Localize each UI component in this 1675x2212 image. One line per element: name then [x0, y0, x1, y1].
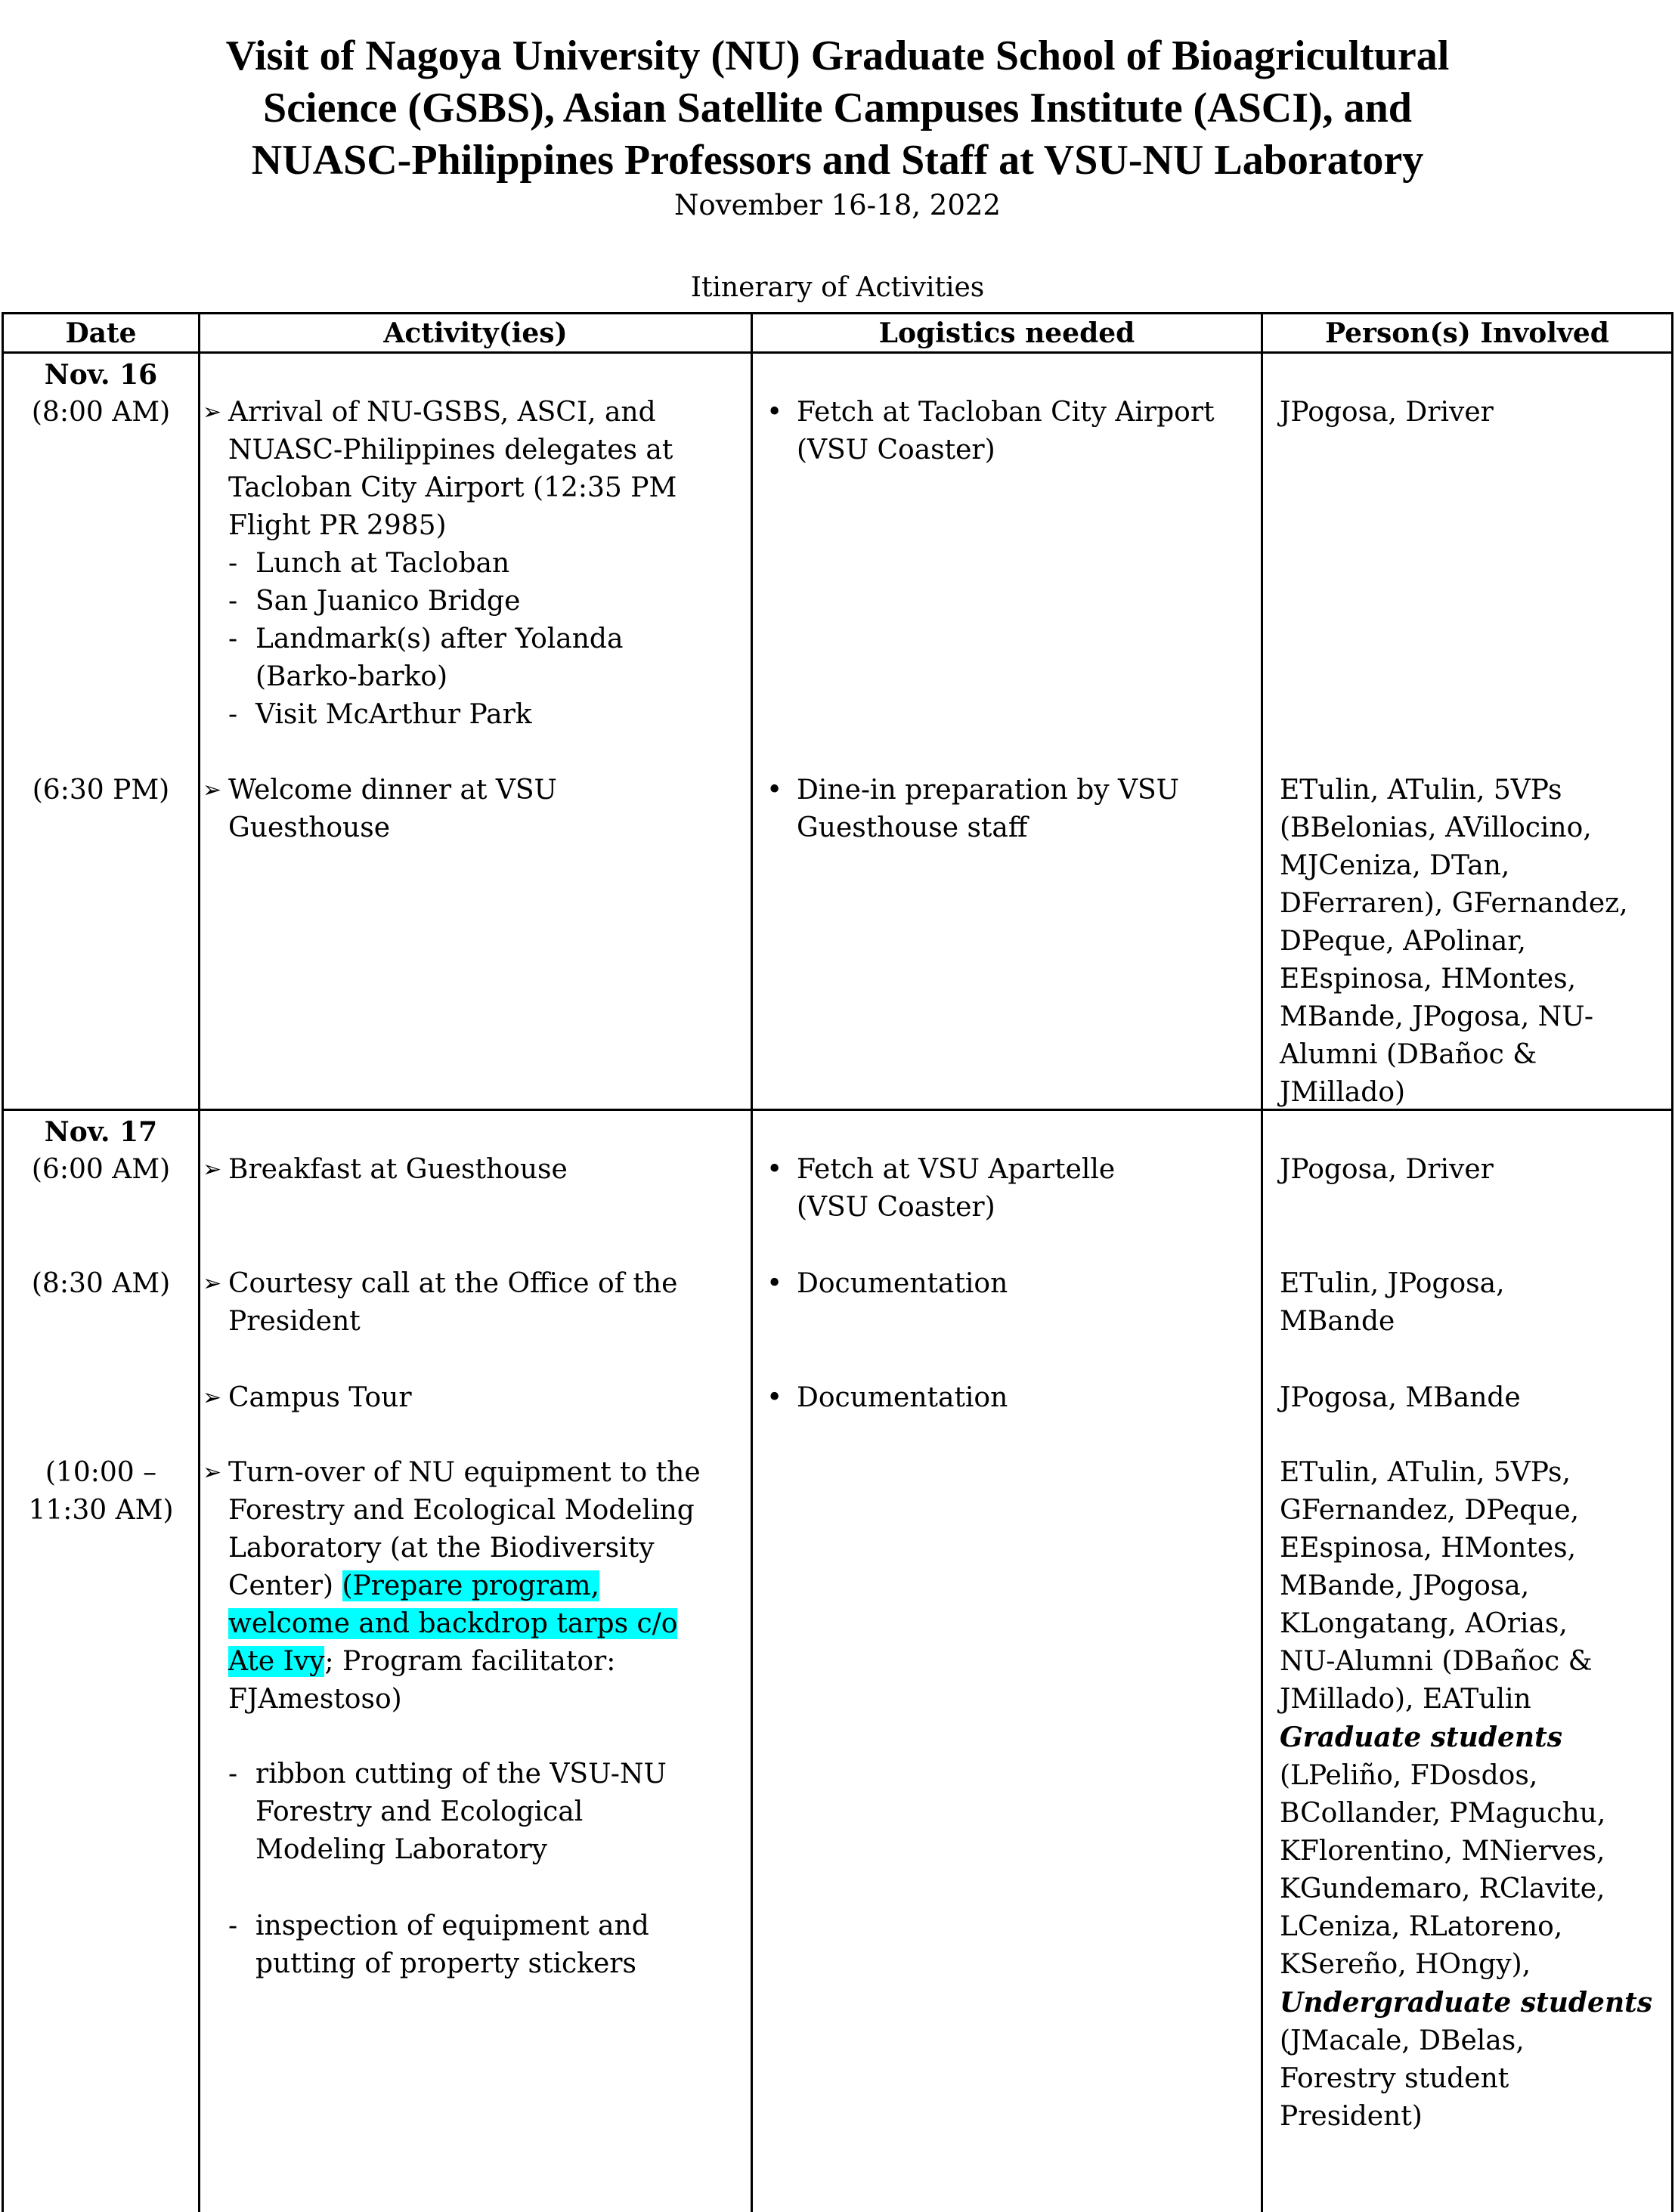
text-segment: (VSU Coaster) [797, 1192, 995, 1223]
sub-activity [255, 583, 520, 620]
text-line [1280, 1074, 1628, 1112]
text-line [228, 432, 677, 469]
time-cell: (6:30 PM) [32, 775, 170, 806]
text-line [3, 1492, 199, 1530]
text-segment: NUASC-Philippines delegates at [228, 435, 673, 466]
text-line [228, 1530, 701, 1567]
bullet-icon: • [766, 1154, 783, 1185]
time-cell: (8:00 AM) [31, 397, 171, 428]
text-line [255, 545, 509, 583]
text-segment: KGundemaro, RClavite, [1280, 1873, 1605, 1904]
text-segment: Courtesy call at the Office of the [228, 1268, 678, 1299]
text-segment: putting of property stickers [255, 1948, 636, 1979]
text-line [1280, 809, 1628, 847]
date-nov17: Nov. 17 [44, 1116, 158, 1148]
text-segment: Center) [228, 1570, 342, 1601]
table-caption: Itinerary of Activities [690, 272, 985, 303]
dash-icon: - [228, 699, 238, 730]
text-line [255, 583, 520, 620]
text-segment: ribbon cutting of the VSU-NU [255, 1759, 667, 1790]
text-segment: Turn-over of NU equipment to the [228, 1457, 701, 1488]
text-line [1280, 1492, 1652, 1530]
text-line [1280, 885, 1628, 923]
text-line [1280, 1757, 1652, 1795]
arrow-bullet-icon: ➢ [203, 1156, 222, 1183]
text-line [797, 394, 1215, 432]
dash-icon: - [228, 586, 238, 617]
text-segment: 11:30 AM) [28, 1495, 174, 1526]
text-line [797, 809, 1179, 847]
text-line [1280, 1454, 1652, 1492]
text-line [228, 1605, 701, 1643]
text-line [228, 809, 557, 847]
activity-item [228, 1454, 701, 1719]
text-segment: ETulin, ATulin, 5VPs, [1280, 1457, 1571, 1488]
text-line [1280, 1681, 1652, 1719]
text-segment: Fetch at VSU Apartelle [797, 1154, 1116, 1185]
text-line [255, 696, 532, 734]
text-line [797, 432, 1215, 469]
text-line [1280, 1643, 1652, 1681]
text-line [255, 620, 623, 658]
bullet-icon: • [766, 397, 783, 428]
text-line [1280, 1036, 1628, 1074]
logistics-item [797, 394, 1215, 469]
title-line: Science (GSBS), Asian Satellite Campuses Institute (ASCI), and [263, 85, 1412, 131]
sub-activity [255, 1756, 667, 1869]
text-line [228, 1265, 677, 1303]
text-line [797, 1265, 1008, 1303]
text-segment: Modeling Laboratory [255, 1834, 548, 1865]
text-segment: NU-Alumni (DBañoc & [1280, 1646, 1593, 1677]
persons-cell [1280, 394, 1494, 432]
text-line [1280, 2060, 1652, 2098]
arrow-bullet-icon: ➢ [203, 1384, 222, 1411]
bullet-icon: • [766, 775, 783, 806]
text-segment: Welcome dinner at VSU [228, 775, 557, 806]
text-segment: Dine-in preparation by VSU [797, 775, 1180, 806]
text-line [797, 1379, 1008, 1417]
text-segment: inspection of equipment and [255, 1910, 649, 1941]
text-segment: Flight PR 2985) [228, 510, 447, 541]
text-line [1280, 1567, 1652, 1605]
text-line [1280, 1833, 1652, 1870]
text-line [1280, 1303, 1505, 1341]
text-segment: Guesthouse [228, 812, 391, 843]
text-segment: Alumni (DBañoc & [1280, 1039, 1537, 1070]
text-segment: (VSU Coaster) [797, 435, 995, 466]
text-line [1280, 1870, 1652, 1908]
column-header-activities: Activity(ies) [383, 317, 568, 349]
text-segment: ETulin, ATulin, 5VPs [1280, 775, 1562, 806]
text-segment: Arrival of NU-GSBS, ASCI, and [228, 397, 656, 428]
text-segment: JPogosa, MBande [1280, 1382, 1521, 1413]
text-line [797, 772, 1179, 809]
bullet-icon: • [766, 1268, 783, 1299]
text-segment: Forestry student [1280, 2063, 1509, 2094]
arrow-bullet-icon: ➢ [203, 399, 222, 425]
time-cell [3, 1454, 199, 1530]
text-line [1280, 1984, 1652, 2022]
text-line [228, 1379, 412, 1417]
highlighted-text: (Prepare program, [342, 1570, 599, 1601]
column-divider [2, 313, 4, 2212]
logistics-item [797, 1265, 1008, 1303]
text-segment: Fetch at Tacloban City Airport [797, 397, 1215, 428]
text-line [228, 772, 557, 809]
text-line [228, 1454, 701, 1492]
text-segment: DFerraren), GFernandez, [1280, 888, 1628, 919]
text-segment: Visit McArthur Park [255, 699, 532, 730]
persons-cell [1280, 1379, 1521, 1417]
text-line [1280, 1719, 1652, 1757]
text-segment: Breakfast at Guesthouse [228, 1154, 568, 1185]
column-divider [1261, 313, 1263, 2212]
text-line [255, 1831, 667, 1869]
activity-item [228, 1265, 677, 1341]
activity-item [228, 772, 557, 847]
text-line [1280, 1908, 1652, 1946]
arrow-bullet-icon: ➢ [203, 1459, 222, 1486]
text-segment: (LPeliño, FDosdos, [1280, 1760, 1538, 1791]
text-segment: President [228, 1306, 361, 1337]
text-line [228, 1303, 677, 1341]
text-line [1280, 1379, 1521, 1417]
text-segment: Guesthouse staff [797, 812, 1028, 843]
text-segment: JMillado) [1280, 1077, 1406, 1108]
text-segment: MBande, JPogosa, NU- [1280, 1001, 1593, 1032]
text-line [1280, 1265, 1505, 1303]
text-segment: San Juanico Bridge [255, 586, 521, 617]
text-line [1280, 1795, 1652, 1833]
activity-item [228, 1379, 412, 1417]
text-line [797, 1151, 1115, 1189]
text-line [228, 469, 677, 507]
text-line [1280, 847, 1628, 885]
text-segment: (10:00 – [45, 1457, 157, 1488]
text-line [228, 1567, 701, 1605]
column-divider [198, 313, 200, 2212]
text-segment: Laboratory (at the Biodiversity [228, 1533, 655, 1564]
text-line [1280, 923, 1628, 961]
sub-activity [255, 696, 532, 734]
text-segment: JPogosa, Driver [1280, 1154, 1494, 1185]
time-cell: (8:30 AM) [31, 1268, 171, 1299]
text-line [1280, 2098, 1652, 2136]
dash-icon: - [228, 548, 238, 579]
activity-item [228, 1151, 568, 1189]
dash-icon: - [228, 1759, 238, 1790]
text-line [228, 394, 677, 432]
highlighted-text: Ate Ivy [228, 1646, 325, 1677]
persons-cell [1280, 1454, 1652, 2136]
date-nov16: Nov. 16 [44, 359, 158, 391]
logistics-item [797, 772, 1179, 847]
text-segment: Campus Tour [228, 1382, 412, 1413]
sub-activity [255, 1907, 649, 1983]
text-line [255, 658, 623, 696]
arrow-bullet-icon: ➢ [203, 1270, 222, 1297]
persons-cell [1280, 772, 1628, 1112]
bold-italic-label: Graduate students [1280, 1722, 1562, 1753]
text-line [3, 1454, 199, 1492]
text-line [1280, 1151, 1494, 1189]
text-line [1280, 998, 1628, 1036]
text-segment: GFernandez, DPeque, [1280, 1495, 1580, 1526]
text-segment: DPeque, APolinar, [1280, 926, 1527, 957]
text-segment: LCeniza, RLatoreno, [1280, 1911, 1563, 1942]
text-segment: Tacloban City Airport (12:35 PM [228, 472, 677, 503]
sub-activity [255, 545, 509, 583]
bullet-icon: • [766, 1382, 783, 1413]
logistics-item [797, 1379, 1008, 1417]
text-line [1280, 1605, 1652, 1643]
text-segment: EEspinosa, HMontes, [1280, 1533, 1577, 1564]
text-segment: MJCeniza, DTan, [1280, 850, 1510, 881]
text-segment: ETulin, JPogosa, [1280, 1268, 1505, 1299]
text-segment: (BBelonias, AVillocino, [1280, 812, 1592, 843]
column-divider [1671, 313, 1673, 2212]
title-line: NUASC-Philippines Professors and Staff at VSU-NU Laboratory [251, 137, 1424, 184]
persons-cell [1280, 1265, 1505, 1341]
arrow-bullet-icon: ➢ [203, 777, 222, 803]
text-segment: Landmark(s) after Yolanda [255, 623, 624, 654]
column-header-persons: Person(s) Involved [1325, 317, 1609, 349]
text-segment: Documentation [797, 1268, 1008, 1299]
bold-italic-label: Undergraduate students [1280, 1987, 1653, 2019]
persons-cell [1280, 1151, 1494, 1189]
title-line: Visit of Nagoya University (NU) Graduate School of Bioagricultural [225, 32, 1450, 79]
text-line [228, 1151, 568, 1189]
text-line [228, 1492, 701, 1530]
event-dates: November 16-18, 2022 [674, 189, 1001, 221]
column-header-logistics: Logistics needed [878, 317, 1135, 349]
text-line [255, 1756, 667, 1793]
text-segment: KLongatang, AOrias, [1280, 1608, 1568, 1639]
sub-activity [255, 620, 623, 696]
text-segment: Forestry and Ecological Modeling [228, 1495, 695, 1526]
text-segment: Lunch at Tacloban [255, 548, 510, 579]
logistics-item [797, 1151, 1115, 1227]
text-segment: JMillado), EATulin [1280, 1684, 1531, 1715]
text-line [228, 507, 677, 545]
text-line [1280, 772, 1628, 809]
text-segment: KSereño, HOngy), [1280, 1949, 1531, 1980]
text-line [228, 1681, 701, 1719]
column-header-date: Date [65, 317, 137, 349]
dash-icon: - [228, 1910, 238, 1941]
text-segment: (Barko-barko) [255, 661, 448, 692]
dash-icon: - [228, 623, 238, 654]
activity-item [228, 394, 677, 545]
text-segment: Documentation [797, 1382, 1008, 1413]
document-title [0, 30, 1675, 187]
text-line [1280, 1530, 1652, 1567]
text-segment: EEspinosa, HMontes, [1280, 964, 1577, 995]
text-line [255, 1907, 649, 1945]
time-cell: (6:00 AM) [31, 1154, 171, 1185]
text-segment: President) [1280, 2101, 1423, 2132]
column-divider [751, 313, 753, 2212]
text-segment: MBande, JPogosa, [1280, 1570, 1530, 1601]
text-line [1280, 1946, 1652, 1984]
text-line [228, 1643, 701, 1681]
text-segment: (JMacale, DBelas, [1280, 2025, 1525, 2056]
text-line [1280, 394, 1494, 432]
text-segment: MBande [1280, 1306, 1395, 1337]
text-line [1280, 961, 1628, 998]
text-segment: BCollander, PMaguchu, [1280, 1798, 1606, 1829]
text-segment: KFlorentino, MNierves, [1280, 1836, 1605, 1867]
text-segment: ; Program facilitator: [324, 1646, 616, 1677]
text-line [255, 1793, 667, 1831]
text-segment: JPogosa, Driver [1280, 397, 1494, 428]
text-segment: Forestry and Ecological [255, 1796, 584, 1827]
highlighted-text: welcome and backdrop tarps c/o [228, 1608, 678, 1639]
text-line [797, 1189, 1115, 1227]
text-segment: FJAmestoso) [228, 1684, 402, 1715]
text-line [255, 1945, 649, 1983]
text-line [1280, 2022, 1652, 2060]
